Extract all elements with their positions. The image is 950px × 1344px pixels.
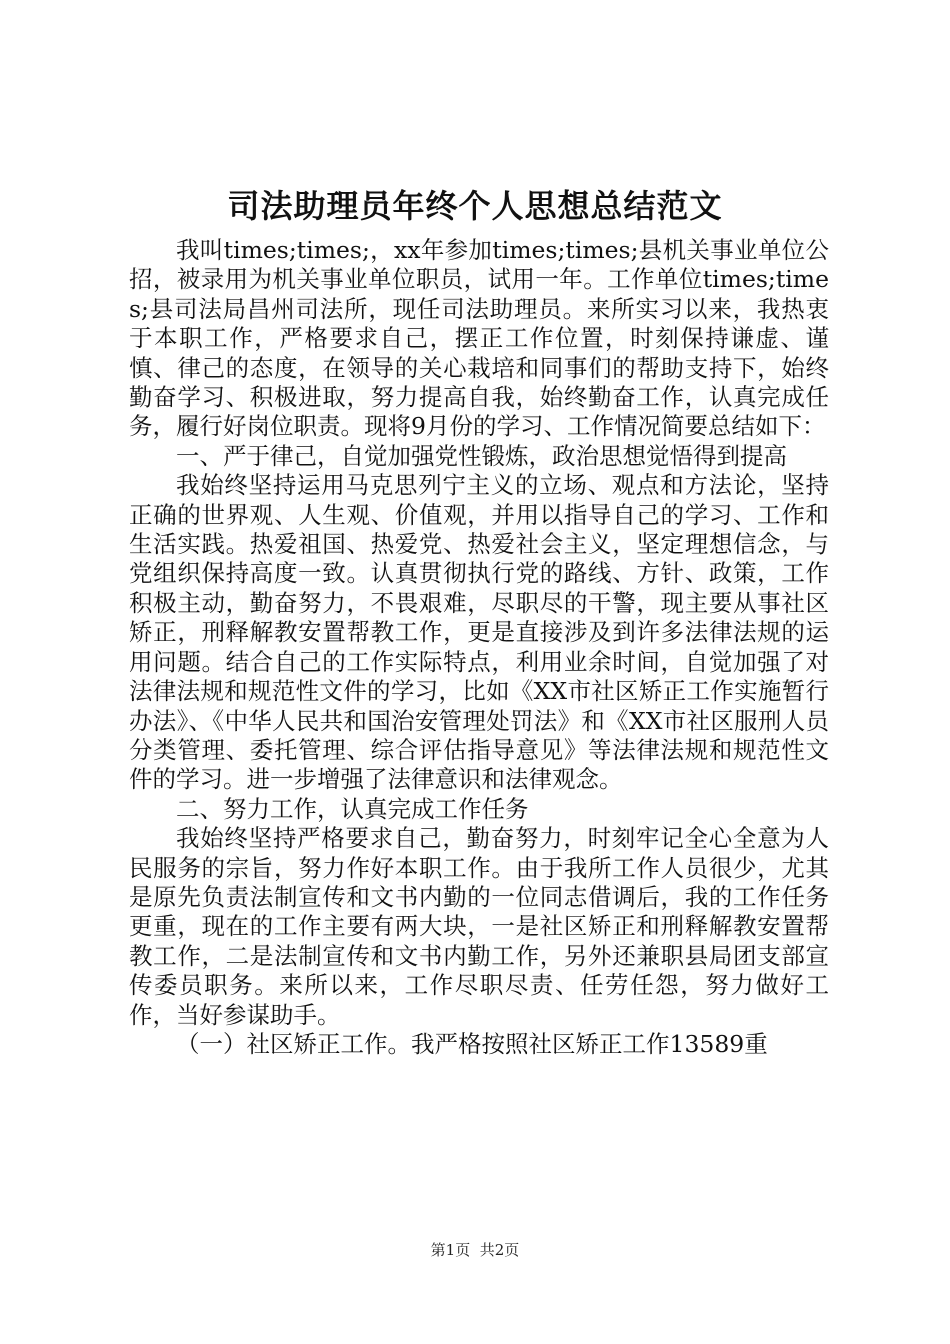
subsection-heading-1: （一）社区矫正工作。我严格按照社区矫正工作13589重 (176, 1029, 768, 1058)
document-title: 司法助理员年终个人思想总结范文 (227, 187, 723, 225)
paragraph-section-2: 我始终坚持严格要求自己，勤奋努力，时刻牢记全心全意为人民服务的宗旨，努力作好本职工作。由于我所工作人员很少，尤其是原先负责法制宣传和文书内勤的一位同志借调后，我的工作任务更重，现在的工作主要有两大块，一是社区矫正和刑释解教安置帮教工作，二是法制宣传和文书内勤工作，另外还兼职县局团支部宣传委员职务。来所以来，工作尽职尽责、任劳任怨，努力做好工作，当好参谋助手。 (129, 824, 829, 1029)
section-heading-2: 二、努力工作，认真完成工作任务 (176, 794, 529, 823)
document-body (129, 236, 829, 1059)
page-number: 第1页 (430, 1241, 471, 1259)
paragraph-section-1: 我始终坚持运用马克思列宁主义的立场、观点和方法论，坚持正确的世界观、人生观、价值观，并用以指导自己的学习、工作和生活实践。热爱祖国、热爱党、热爱社会主义，坚定理想信念，与党组织保持高度一致。认真贯彻执行党的路线、方针、政策，工作积极主动，勤奋努力，不畏艰难，尽职尽的干警，现主要从事社区矫正，刑释解教安置帮教工作，更是直接涉及到许多法律法规的运用问题。结合自己的工作实际特点，利用业余时间，自觉加强了对法律法规和规范性文件的学习，比如《XX市社区矫正工作实施暂行办法》、《中华人民共和国治安管理处罚法》和《XX市社区服刑人员分类管理、委托管理、综合评估指导意见》等法律法规和规范性文件的学习。进一步增强了法律意识和法律观念。 (129, 471, 829, 794)
page-total: 共2页 (479, 1241, 520, 1259)
paragraph-intro: 我叫times;times;，xx年参加times;times;县机关事业单位公招，被录用为机关事业单位职员，试用一年。工作单位times;times;县司法局昌州司法所，现任司法助理员。来所实习以来，我热衷于本职工作，严格要求自己，摆正工作位置，时刻保持谦虚、谨慎、律己的态度，在领导的关心栽培和同事们的帮助支持下，始终勤奋学习、积极进取，努力提高自我，始终勤奋工作，认真完成任务，履行好岗位职责。现将9月份的学习、工作情况简要总结如下： (129, 236, 829, 441)
page-footer (0, 1240, 950, 1260)
footer-spacer (470, 1241, 480, 1259)
section-heading-1: 一、严于律己，自觉加强党性锻炼，政治思想觉悟得到提高 (176, 441, 787, 470)
